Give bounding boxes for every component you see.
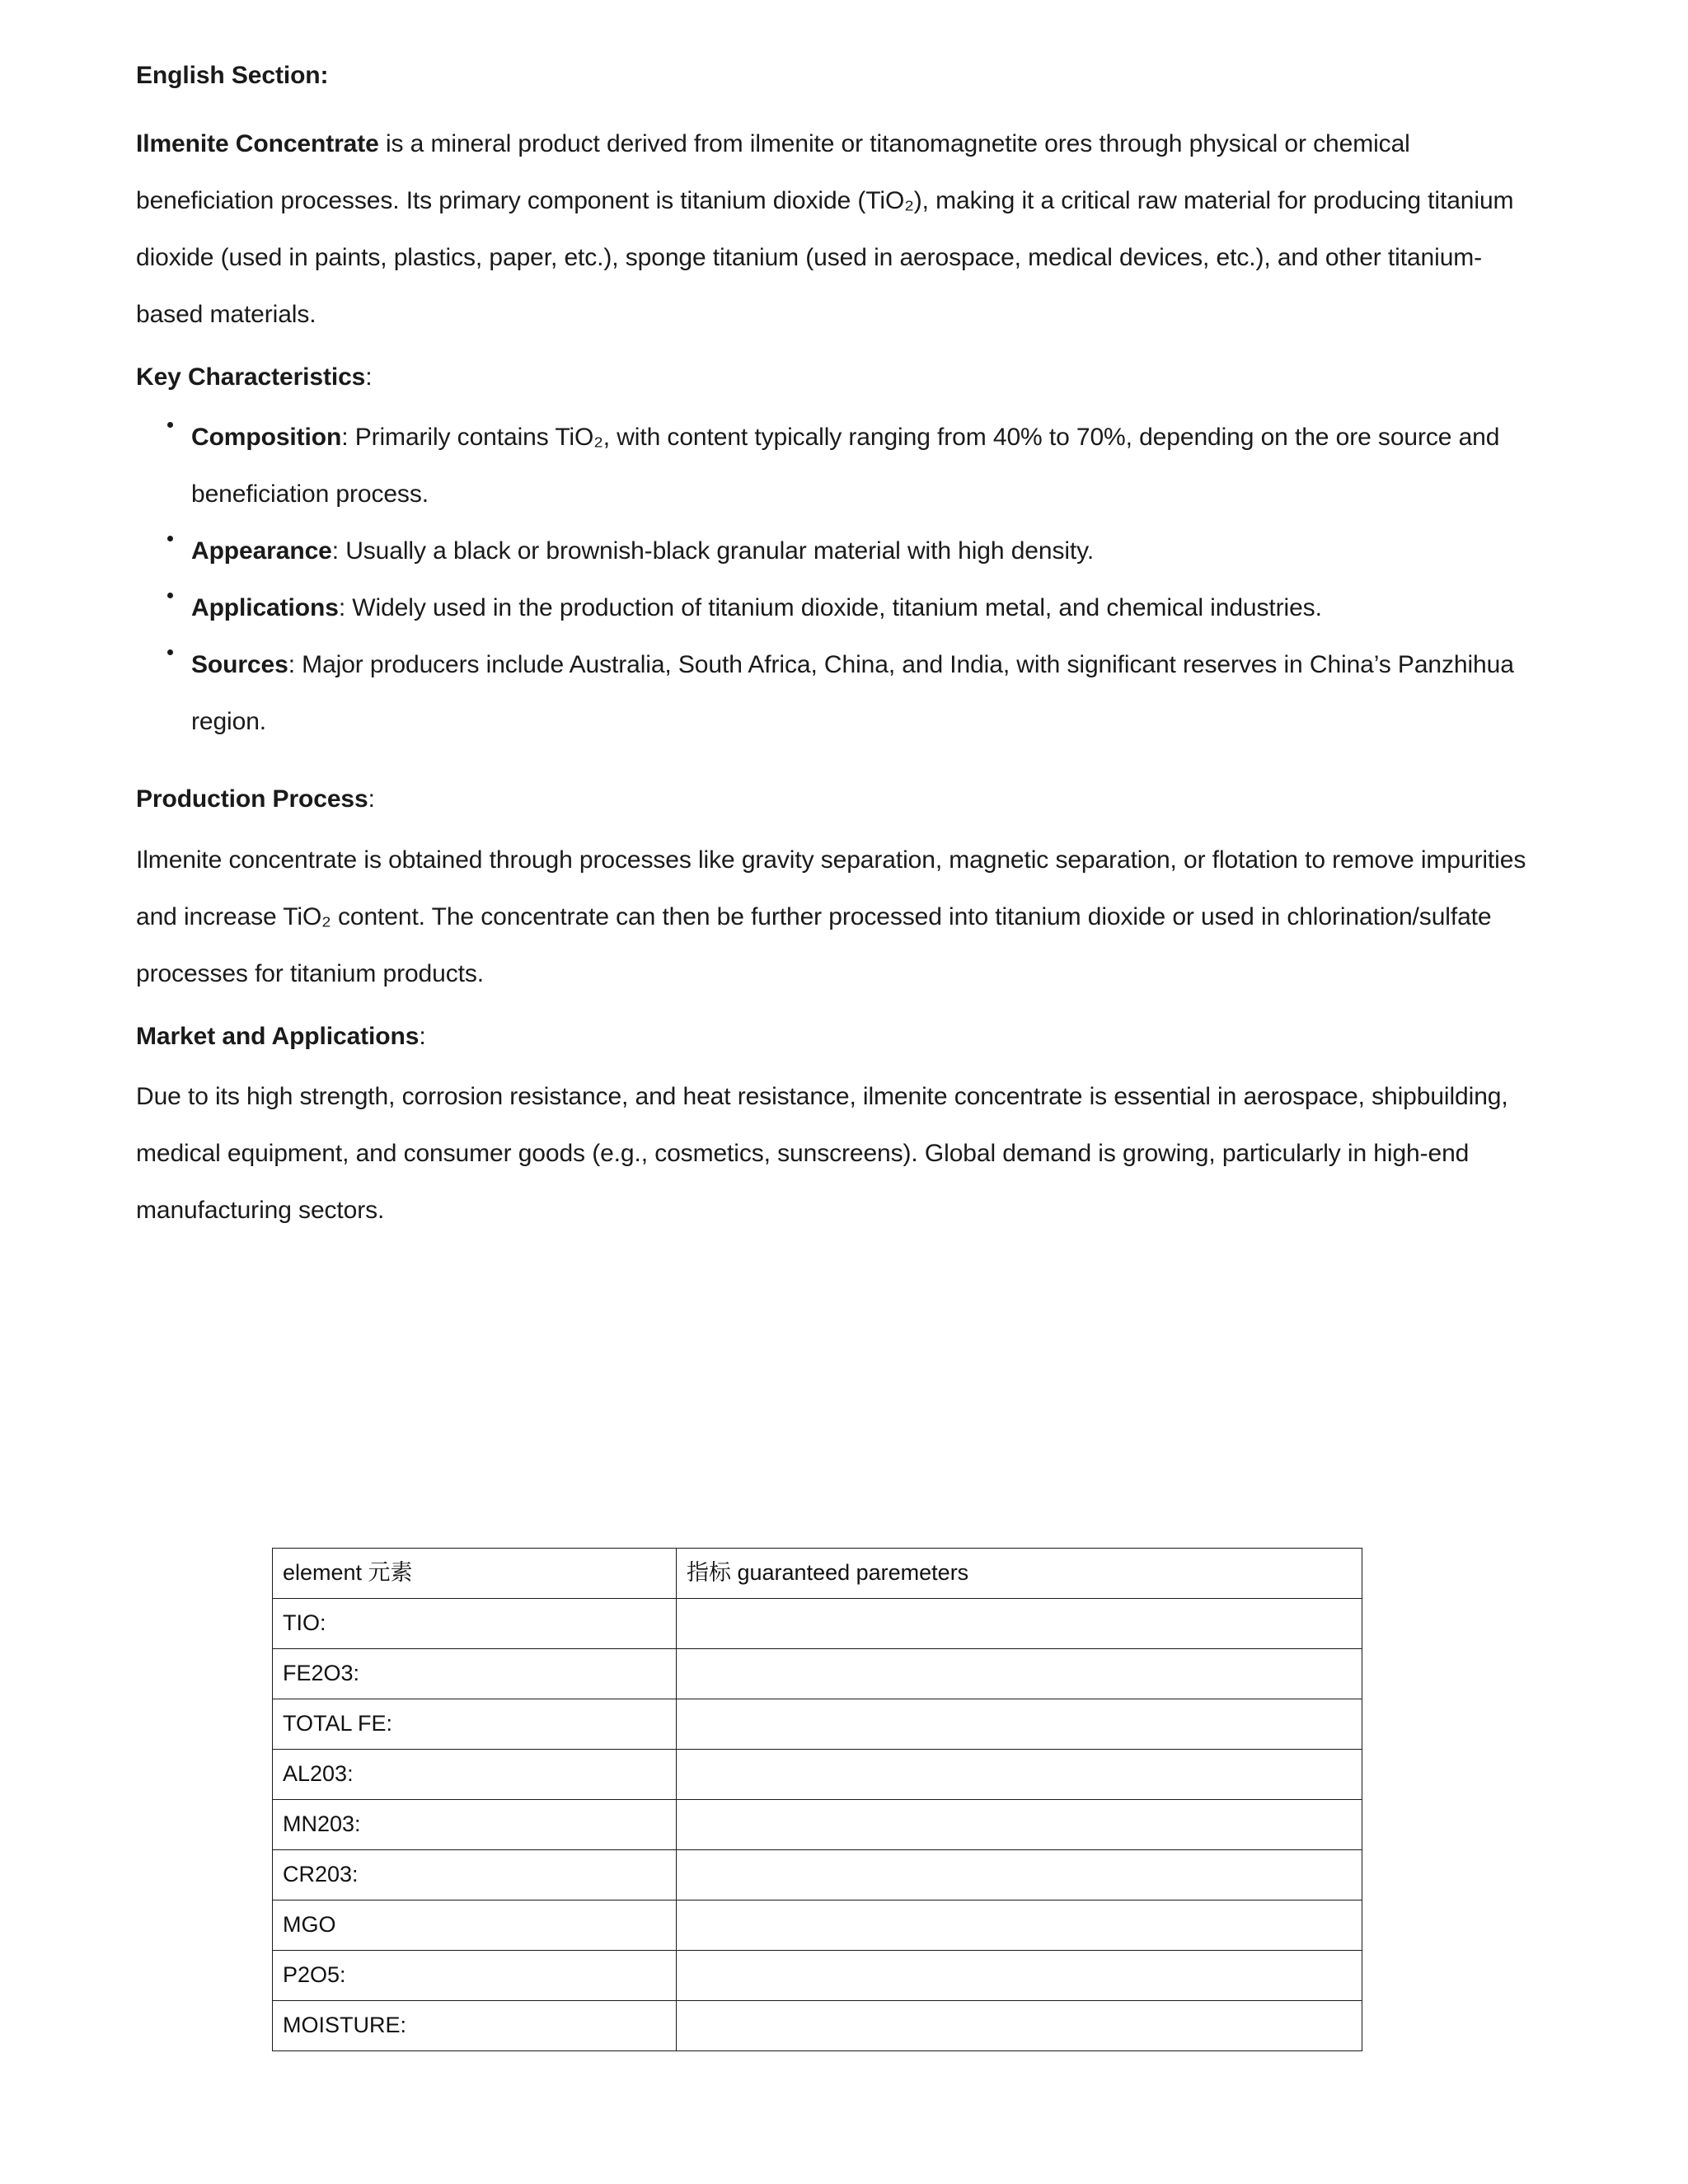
table-row [273,1750,1362,1800]
table-cell-element: MGO [273,1900,677,1951]
list-item-label: Appearance [191,537,332,565]
market-applications-heading [136,1020,1537,1054]
table-header-row [273,1549,1362,1599]
table-cell-element: MN203: [273,1800,677,1850]
production-process-heading-label: Production Process [136,785,368,813]
table-cell-element: CR203: [273,1850,677,1900]
table-row [273,1850,1362,1900]
table-row [273,1599,1362,1649]
market-applications-heading-label: Market and Applications [136,1022,420,1050]
production-process-heading-colon: : [368,785,375,813]
intro-lead-bold: Ilmenite Concentrate [136,129,379,157]
table-cell-element: AL203: [273,1750,677,1800]
production-process-heading [136,783,1537,817]
table-header-cell-element: element 元素 [273,1549,677,1599]
list-item-text: : Primarily contains TiO₂, with content typically ranging from 40% to 70%, depending on the ore source and beneficiation process. [191,424,1500,508]
list-item-text: : Usually a black or brownish-black granular material with high density. [331,537,1095,565]
table-cell-value[interactable] [677,2001,1362,2051]
table-row [273,1649,1362,1699]
bullet-icon [167,422,173,428]
table-header-cell-parameters: 指标 guaranteed paremeters [677,1549,1362,1599]
market-applications-paragraph: Due to its high strength, corrosion resistance, and heat resistance, ilmenite concentrate is essential in aerospace, shipbuilding, medical equipment, and consumer goods (e.g., cosmetics, sunscreens). Global demand is growing, particularly in high-end manufacturing sectors. [136,1083,1508,1224]
table-cell-value[interactable] [677,1599,1362,1649]
bullet-icon [167,593,173,598]
specification-table [272,1548,1362,2051]
intro-body-text: is a mineral product derived from ilmenite or titanomagnetite ores through physical or chemical beneficiation processes. Its primary component is titanium dioxide (TiO₂), making it a critical raw material for producing titanium dioxide (used in paints, plastics, paper, etc.), sponge titanium (used in aerospace, medical devices, etc.), and other titanium-based materials. [136,129,1514,328]
table-row [273,1699,1362,1750]
table-cell-element: MOISTURE: [273,2001,677,2051]
key-characteristics-heading-colon: : [365,363,373,391]
bullet-icon [167,649,173,655]
market-applications-heading-colon: : [419,1022,426,1050]
key-characteristics-heading-label: Key Characteristics [136,363,366,391]
key-characteristics-list [136,409,1537,750]
table-cell-value[interactable] [677,1699,1362,1750]
table-cell-value[interactable] [677,1800,1362,1850]
list-item-label: Sources [191,651,288,678]
table-row [273,1951,1362,2001]
table-cell-element: FE2O3: [273,1649,677,1699]
list-item-text: : Major producers include Australia, South Africa, China, and India, with significant reserves in China’s Panzhihua region. [191,651,1514,735]
list-item [136,636,1531,750]
key-characteristics-heading [136,361,1537,395]
document-content [136,59,1537,1239]
table-cell-value[interactable] [677,1951,1362,2001]
page-title: English Section: [136,62,329,89]
table-cell-value[interactable] [677,1850,1362,1900]
list-item [136,523,1531,579]
table-cell-element: TIO: [273,1599,677,1649]
intro-paragraph [136,115,1529,343]
table-row [273,1800,1362,1850]
list-item-text: : Widely used in the production of titanium dioxide, titanium metal, and chemical industries. [338,594,1322,621]
table-cell-value[interactable] [677,1750,1362,1800]
list-item-label: Applications [191,594,339,621]
table-cell-element: P2O5: [273,1951,677,2001]
table-cell-value[interactable] [677,1900,1362,1951]
list-item [136,579,1531,636]
list-item-label: Composition [191,424,342,451]
list-item [136,409,1531,523]
table-row [273,2001,1362,2051]
table-cell-value[interactable] [677,1649,1362,1699]
bullet-icon [167,536,173,541]
specification-table-container [272,1548,1362,2051]
production-process-paragraph: Ilmenite concentrate is obtained through processes like gravity separation, magnetic separation, or flotation to remove impurities and increase TiO₂ content. The concentrate can then be further processed into titanium dioxide or used in chlorination/sulfate processes for titanium products. [136,846,1526,987]
table-cell-element: TOTAL FE: [273,1699,677,1750]
table-row [273,1900,1362,1951]
